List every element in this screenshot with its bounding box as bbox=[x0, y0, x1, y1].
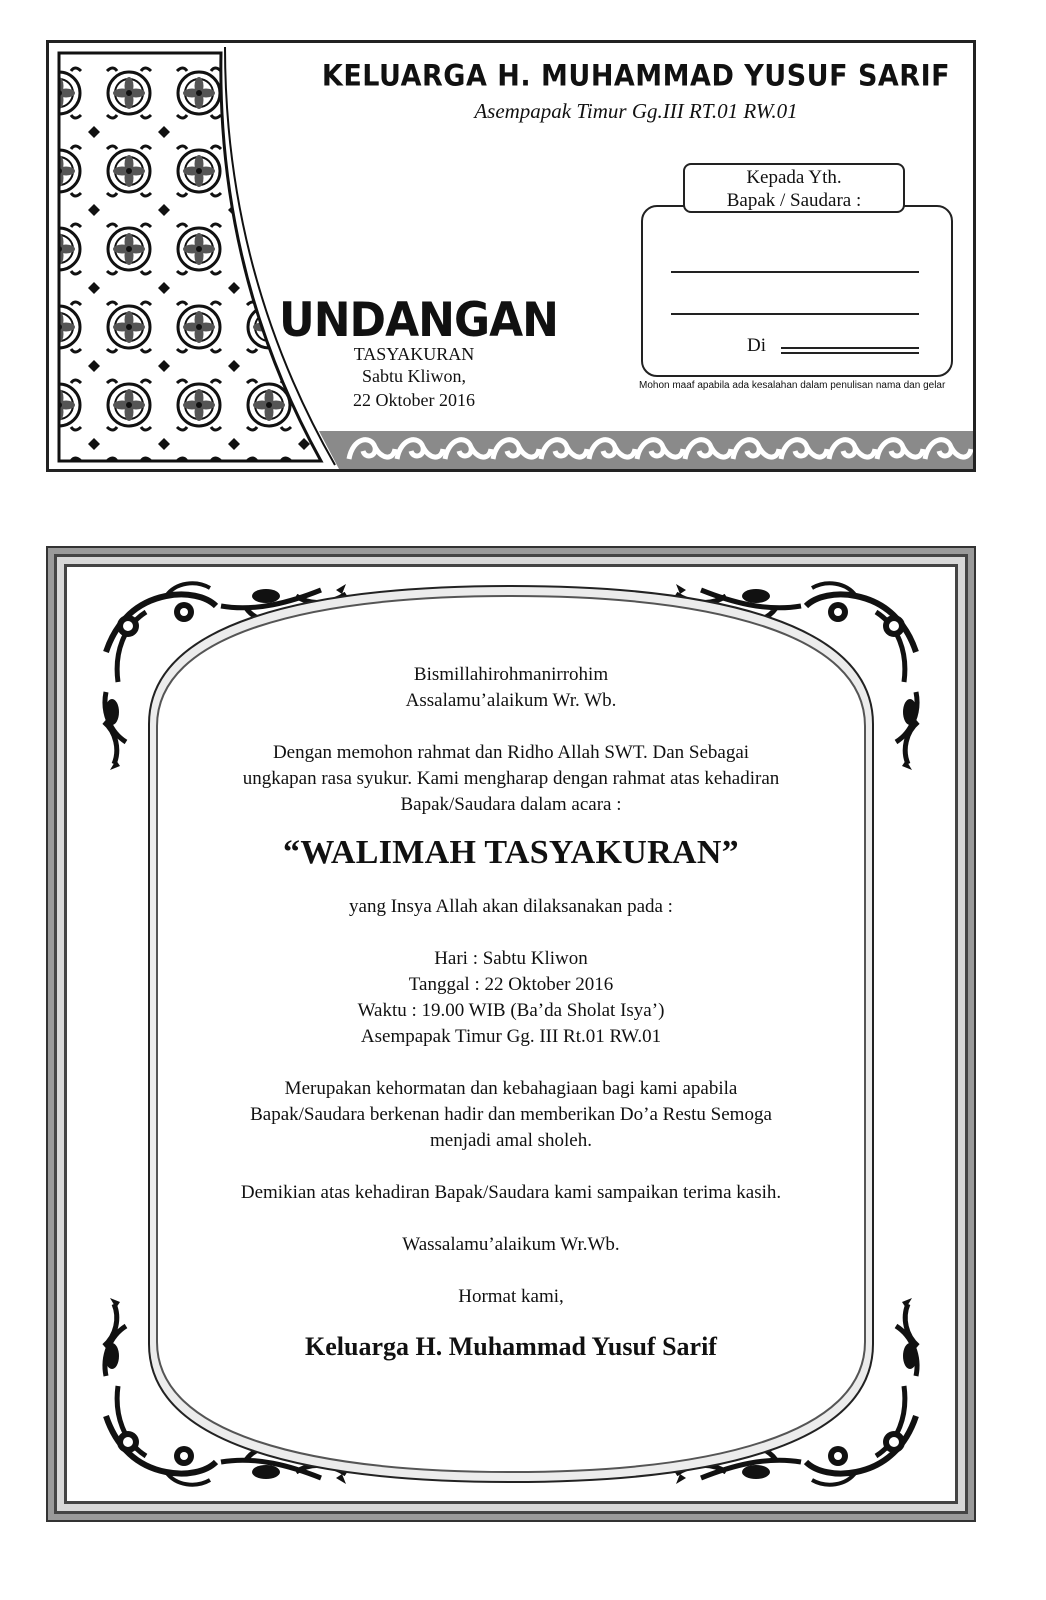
di-line-1 bbox=[781, 347, 919, 349]
intro-line-1: Dengan memohon rahmat dan Ridho Allah SWT. Dan Sebagai bbox=[272, 742, 750, 763]
invitation-title: UNDANGAN bbox=[279, 292, 558, 349]
detail-time: Waktu : 19.00 WIB (Ba’da Sholat Isya’) bbox=[357, 1000, 665, 1021]
intro-line-3: Bapak/Saudara dalam acara : bbox=[400, 794, 622, 815]
event-title: “WALIMAH TASYAKURAN” bbox=[283, 834, 739, 871]
address-line: Asempapak Timur Gg.III RT.01 RW.01 bbox=[474, 99, 798, 123]
batik-flower-motif bbox=[247, 68, 291, 118]
batik-flower-motif bbox=[247, 146, 291, 196]
recipient-address-line bbox=[671, 313, 919, 315]
recipient-line2: Bapak / Saudara : bbox=[726, 190, 862, 211]
event-date: 22 Oktober 2016 bbox=[353, 390, 475, 410]
envelope-label bbox=[46, 40, 976, 472]
salam-opening: Assalamu’alaikum Wr. Wb. bbox=[405, 690, 617, 711]
recipient-line1: Kepada Yth. bbox=[746, 167, 842, 188]
invitation-card bbox=[48, 548, 974, 1520]
detail-day: Hari : Sabtu Kliwon bbox=[434, 948, 588, 969]
insya-allah-line: yang Insya Allah akan dilaksanakan pada : bbox=[349, 896, 673, 917]
signature: Keluarga H. Muhammad Yusuf Sarif bbox=[305, 1332, 717, 1361]
closing-line-1: Merupakan kehormatan dan kebahagiaan bagi kami apabila bbox=[284, 1078, 738, 1099]
salam-closing: Wassalamu’alaikum Wr.Wb. bbox=[402, 1234, 620, 1255]
family-name-heading: KELUARGA H. MUHAMMAD YUSUF SARIF bbox=[321, 59, 951, 94]
batik-diamond-motif bbox=[298, 204, 310, 216]
thanks-line: Demikian atas kehadiran Bapak/Saudara kami sampaikan terima kasih. bbox=[240, 1182, 782, 1203]
closing-line-2: Bapak/Saudara berkenan hadir dan memberikan Do’a Restu Semoga bbox=[250, 1104, 772, 1125]
batik-diamond-motif bbox=[298, 126, 310, 138]
detail-date: Tanggal : 22 Oktober 2016 bbox=[408, 974, 614, 995]
closing-line-3: menjadi amal sholeh. bbox=[430, 1130, 592, 1151]
apology-note: Mohon maaf apabila ada kesalahan dalam penulisan nama dan gelar bbox=[639, 380, 946, 391]
event-name: TASYAKURAN bbox=[353, 344, 475, 364]
detail-location: Asempapak Timur Gg. III Rt.01 RW.01 bbox=[360, 1026, 662, 1047]
recipient-header bbox=[683, 163, 905, 213]
event-day: Sabtu Kliwon, bbox=[361, 366, 466, 386]
bismillah: Bismillahirohmanirrohim bbox=[413, 664, 609, 685]
di-label: Di bbox=[747, 335, 766, 356]
di-line-2 bbox=[781, 352, 919, 354]
wave-border-band bbox=[49, 429, 973, 469]
intro-line-2: ungkapan rasa syukur. Kami mengharap dengan rahmat atas kehadiran bbox=[242, 768, 780, 789]
recipient-name-line bbox=[671, 271, 919, 273]
regards: Hormat kami, bbox=[458, 1286, 564, 1307]
